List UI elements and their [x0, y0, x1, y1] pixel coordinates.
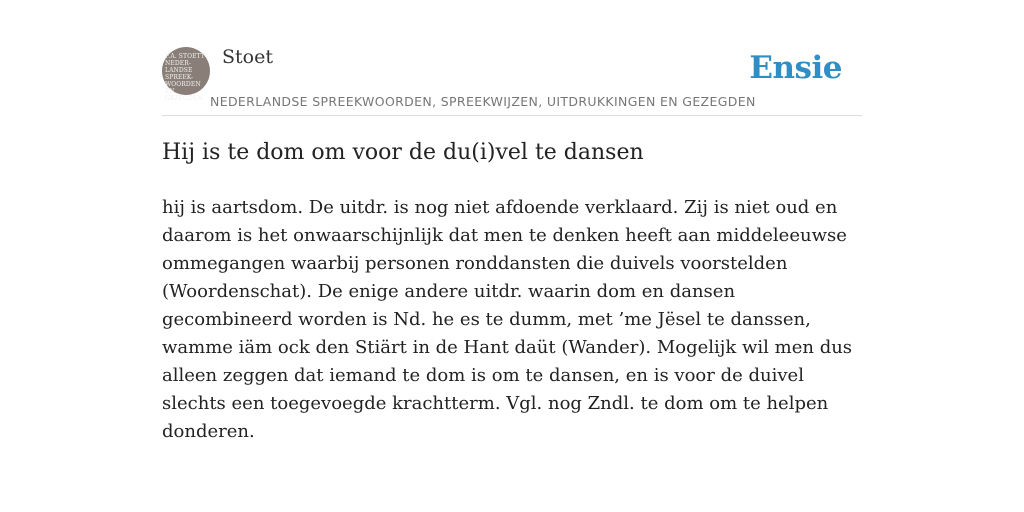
- brand-logo[interactable]: Ensie: [749, 50, 842, 86]
- author-avatar[interactable]: [162, 47, 210, 102]
- entry-definition: hij is aartsdom. De uitdr. is nog niet afdoende verklaard. Zij is niet oud en daarom is het onwaarschijnlijk dat men te denken heeft aan middeleeuwse ommegangen waarbij personen ronddansten die duivels voorstelden (Woordenschat). De enige andere uitdr. waarin dom en dansen gecombineerd worden is Nd. he es te dumm, met ’me Jësel te danssen, wamme iäm ock den Stiärt in de Hant daüt (Wander). Mogelijk wil men dus alleen zeggen dat iemand te dom is om te dansen, en is voor de duivel slechts een toegevoegde krachtterm. Vgl. nog Zndl. te dom om te helpen donderen.: [162, 197, 853, 442]
- author-name[interactable]: Stoet: [222, 46, 273, 68]
- avatar-book-cover-text: F.A. STOETT NEDER- LANDSE SPREEK- WOORDEN EN GEZEGDEN: [165, 53, 205, 102]
- entry-title: Hij is te dom om voor de du(i)vel te dansen: [162, 140, 644, 165]
- source-subtitle[interactable]: NEDERLANDSE SPREEKWOORDEN, SPREEKWIJZEN, UITDRUKKINGEN EN GEZEGDEN: [210, 94, 756, 109]
- header-divider: [162, 115, 862, 116]
